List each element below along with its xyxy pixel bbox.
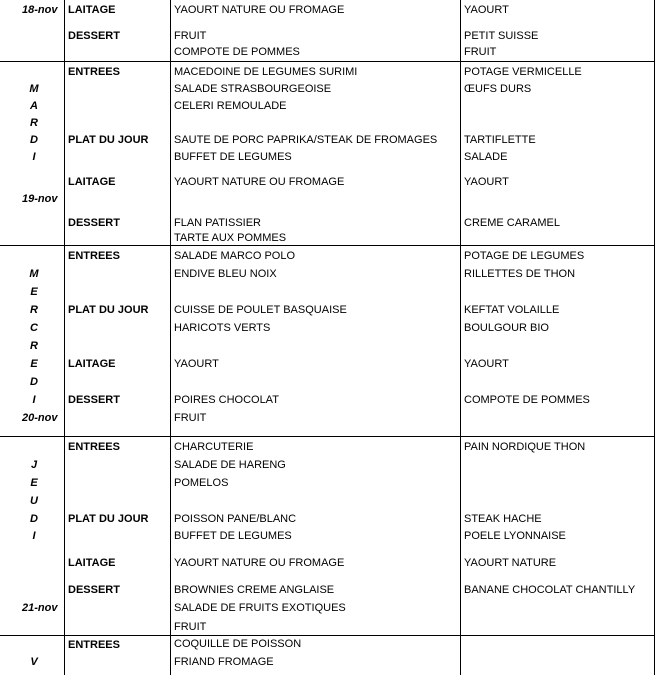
row-label-plat: PLAT DU JOUR xyxy=(68,134,149,146)
menu-item: ŒUFS DURS xyxy=(464,83,532,95)
menu-item: YAOURT xyxy=(464,4,509,16)
day-letter: M xyxy=(29,268,39,280)
menu-item: FRUIT xyxy=(174,621,207,633)
menu-item: BUFFET DE LEGUMES xyxy=(174,530,292,542)
day-letter: D xyxy=(30,134,38,146)
grid-line xyxy=(64,0,65,675)
menu-item: SAUTE DE PORC PAPRIKA/STEAK DE FROMAGES xyxy=(174,134,438,146)
menu-item: YAOURT xyxy=(174,358,219,370)
menu-item: CHARCUTERIE xyxy=(174,441,254,453)
menu-item: YAOURT NATURE OU FROMAGE xyxy=(174,557,345,569)
menu-item: HARICOTS VERTS xyxy=(174,322,271,334)
day-letter: M xyxy=(29,83,39,95)
menu-item: SALADE xyxy=(464,151,508,163)
day-letter: C xyxy=(30,322,38,334)
menu-item: YAOURT NATURE OU FROMAGE xyxy=(174,4,345,16)
day-letter: U xyxy=(30,495,38,507)
menu-item: POISSON PANE/BLANC xyxy=(174,513,297,525)
row-label-laitage: LAITAGE xyxy=(68,4,116,16)
day-letter: V xyxy=(30,656,38,668)
menu-item: CUISSE DE POULET BASQUAISE xyxy=(174,304,347,316)
row-label-laitage: LAITAGE xyxy=(68,176,116,188)
day-letter: D xyxy=(30,513,38,525)
menu-item: PAIN NORDIQUE THON xyxy=(464,441,586,453)
menu-item: CELERI REMOULADE xyxy=(174,100,287,112)
grid-line xyxy=(170,0,171,675)
menu-item: COQUILLE DE POISSON xyxy=(174,638,302,650)
row-label-entrees: ENTREES xyxy=(68,250,120,262)
grid-line xyxy=(0,245,655,246)
day-letter: I xyxy=(32,394,36,406)
day-letter: J xyxy=(30,459,38,471)
menu-item: POMELOS xyxy=(174,477,229,489)
menu-item: FRUIT xyxy=(174,412,207,424)
day-letter: E xyxy=(30,286,38,298)
menu-item: FLAN PATISSIER xyxy=(174,217,262,229)
row-label-dessert: DESSERT xyxy=(68,584,120,596)
day-letter: D xyxy=(30,376,38,388)
row-label-laitage: LAITAGE xyxy=(68,557,116,569)
menu-item: FRUIT xyxy=(174,30,207,42)
grid-line xyxy=(460,0,461,675)
menu-item: FRIAND FROMAGE xyxy=(174,656,274,668)
menu-item: POTAGE DE LEGUMES xyxy=(464,250,585,262)
menu-item: CREME CARAMEL xyxy=(464,217,560,229)
day-date: 21-nov xyxy=(22,602,58,614)
menu-item: YAOURT NATURE OU FROMAGE xyxy=(174,176,345,188)
grid-line xyxy=(0,436,655,437)
day-letter: R xyxy=(30,304,38,316)
menu-item: TARTIFLETTE xyxy=(464,134,536,146)
menu-item: FRUIT xyxy=(464,46,497,58)
row-label-laitage: LAITAGE xyxy=(68,358,116,370)
menu-item: BANANE CHOCOLAT CHANTILLY xyxy=(464,584,636,596)
menu-item: ENDIVE BLEU NOIX xyxy=(174,268,277,280)
day-letter: I xyxy=(32,151,36,163)
row-label-dessert: DESSERT xyxy=(68,394,120,406)
menu-item: STEAK HACHE xyxy=(464,513,542,525)
menu-item: BUFFET DE LEGUMES xyxy=(174,151,292,163)
row-label-dessert: DESSERT xyxy=(68,30,120,42)
day-letter: A xyxy=(30,100,38,112)
menu-item: POELE LYONNAISE xyxy=(464,530,566,542)
day-date: 20-nov xyxy=(22,412,58,424)
day-letter: R xyxy=(30,117,38,129)
menu-item: YAOURT xyxy=(464,176,509,188)
row-label-entrees: ENTREES xyxy=(68,441,120,453)
row-label-entrees: ENTREES xyxy=(68,639,120,651)
menu-item: COMPOTE DE POMMES xyxy=(464,394,590,406)
day-date: 18-nov xyxy=(22,4,58,16)
row-label-dessert: DESSERT xyxy=(68,217,120,229)
row-label-plat: PLAT DU JOUR xyxy=(68,513,149,525)
grid-line xyxy=(0,635,655,636)
menu-item: PETIT SUISSE xyxy=(464,30,539,42)
menu-item: COMPOTE DE POMMES xyxy=(174,46,300,58)
menu-item: POIRES CHOCOLAT xyxy=(174,394,279,406)
menu-item: YAOURT NATURE xyxy=(464,557,557,569)
day-letter: I xyxy=(32,530,36,542)
grid-line xyxy=(0,61,655,62)
menu-item: SALADE MARCO POLO xyxy=(174,250,296,262)
row-label-plat: PLAT DU JOUR xyxy=(68,304,149,316)
day-letter: E xyxy=(30,477,38,489)
menu-item: TARTE AUX POMMES xyxy=(174,232,287,244)
menu-item: SALADE STRASBOURGEOISE xyxy=(174,83,332,95)
menu-item: SALADE DE HARENG xyxy=(174,459,286,471)
menu-item: BOULGOUR BIO xyxy=(464,322,549,334)
menu-item: BROWNIES CREME ANGLAISE xyxy=(174,584,335,596)
menu-item: SALADE DE FRUITS EXOTIQUES xyxy=(174,602,346,614)
day-letter: E xyxy=(30,358,38,370)
menu-item: KEFTAT VOLAILLE xyxy=(464,304,560,316)
row-label-entrees: ENTREES xyxy=(68,66,120,78)
day-letter: R xyxy=(30,340,38,352)
menu-item: RILLETTES DE THON xyxy=(464,268,576,280)
day-date: 19-nov xyxy=(22,193,58,205)
menu-item: YAOURT xyxy=(464,358,509,370)
menu-item: MACEDOINE DE LEGUMES SURIMI xyxy=(174,66,358,78)
menu-item: POTAGE VERMICELLE xyxy=(464,66,582,78)
